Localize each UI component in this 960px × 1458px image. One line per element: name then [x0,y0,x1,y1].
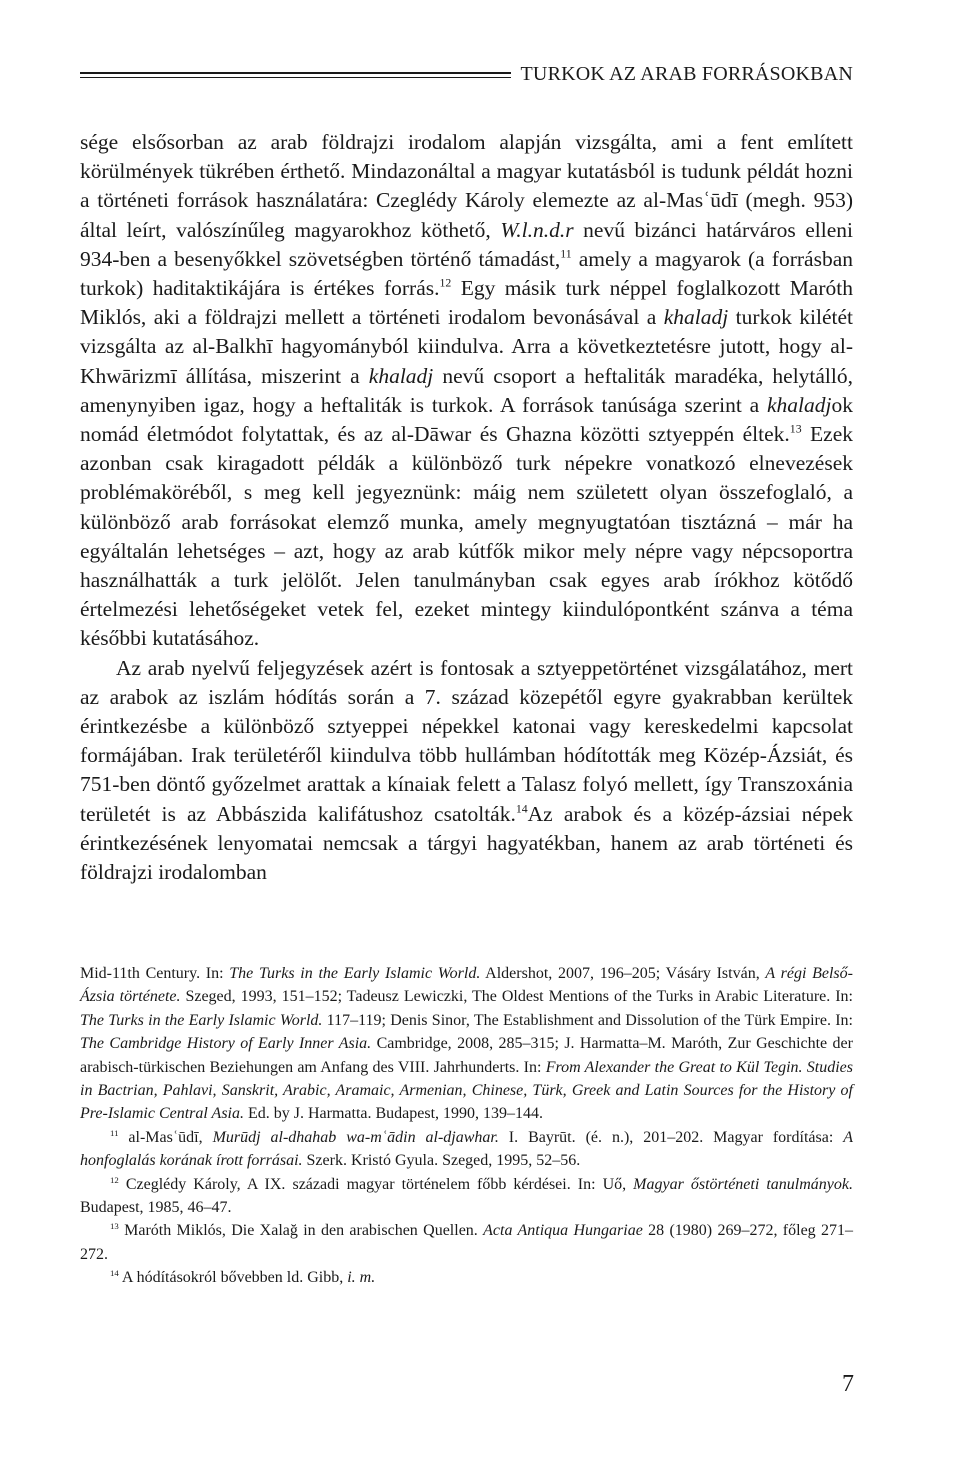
footnote-ref-11[interactable]: 11 [560,246,572,261]
page-number: 7 [842,1371,854,1397]
footnote-ref-14[interactable]: 14 [515,801,528,816]
footnote-number: 14 [110,1268,119,1279]
main-text [80,128,853,887]
footnote-ref-12[interactable]: 12 [439,275,452,290]
footnote-12: $^{12}$ Czeglédy Károly, A IX. századi magyar történelem főbb kérdései. In: Uő, Magyar őstörténeti tanulmányok. Budapest, 1985, 46–47. [80,1174,853,1217]
paragraph-1: sége elsősorban az arab földrajzi irodalom alapján vizsgálta, ami a fent említett körülmények tükrében érthető. Mindazonáltal a magyar kutatásból is tudunk példát hozni a történeti források használatára: Czeglédy Károly elemezte az al-Masʿūdī (megh. 953) által leírt, valószínűleg magyarokhoz köthető, W.l.n.d.r nevű bizánci határváros elleni 934-ben a besenyőkkel szövetségben történő támadást,$^{11}$ amely a magyarok (a forrásban turkok) haditaktikájára is értékes forrás.$^{12}$ Egy másik turk néppel foglalkozott Maróth Miklós, aki a földrajzi mellett a történeti irodalom bevonásával a khaladj turkok kilétét vizsgálta az al-Balkhī hagyományból kiindulva. Arra a következtetésre jutott, hogy al-Khwārizmī állítása, miszerint a khaladj nevű csoport a heftaliták maradéka, helytálló, amenynyiben igaz, hogy a heftaliták is turkok. A források tanúsága szerint a khaladjok nomád életmódot folytattak, és az al-Dāwar és Ghazna közötti sztyeppén éltek.$^{13}$ Ezek azonban csak kiragadott példák a különböző turk népekre vonatkozó elnevezések problémaköréből, s meg kell jegyeznünk: máig nem született olyan összefoglaló, a különböző arab forrásokat elemző munka, amely megnyugtatóan tisztázná – már ha egyáltalán lehetséges – azt, hogy az arab kútfők mikor mely népre vagy népcsoportra használhatták a turk jelölőt. Jelen tanulmányban csak egyes arab írókhoz kötődő értelmezési lehetőségeket vetek fel, ezeket mintegy kiindulópontként szánva a téma későbbi kutatásához. [80,130,853,651]
footnote-11: $^{11}$ al-Masʿūdī, Murūdj al-dhahab wa-mʿādin al-djawhar. I. Bayrūt. (é. n.), 201–202. Magyar fordítása: A honfoglalás korának írott forrásai. Szerk. Kristó Gyula. Szeged, 1995, 52–56. [80,1127,854,1170]
footnotes [80,962,853,1290]
footnote-number: 11 [110,1127,119,1138]
footnote-14: $^{14}$ A hódításokról bővebben ld. Gibb, i. m. [110,1268,376,1287]
footnote-number: 12 [110,1174,119,1185]
paragraph-2: Az arab nyelvű feljegyzések azért is fontosak a sztyeppetörténet vizsgálatához, mert az arabok az iszlám hódítás során a 7. század közepétől egyre gyakrabban kerültek érintkezésbe a különböző sztyeppei népekkel katonai vagy kereskedelmi kapcsolat formájában. Irak területéről kiindulva több hullámban hódították meg Közép-Ázsiát, és 751-ben döntő győzelmet arattak a kínaiak felett a Talasz folyó mellett, így Transzoxánia területét is az Abbászida kalifátushoz csatolták.$^{14}$Az arabok és a közép-ázsiai népek érintkezésének lenyomatai nemcsak a tárgyi hagyatékban, hanem az arab történeti és földrajzi irodalomban [80,655,854,885]
header-double-rule [80,72,511,80]
running-header-title: TURKOK AZ ARAB FORRÁSOKBAN [520,63,853,85]
footnote-13: $^{13}$ Maróth Miklós, Die Xalağ in den arabischen Quellen. Acta Antiqua Hungariae 28 (1980) 269–272, főleg 271–272. [80,1221,853,1263]
footnote-continued: Mid-11th Century. In: The Turks in the Early Islamic World. Aldershot, 2007, 196–205; Vásáry István, A régi Belső-Ázsia története. Szeged, 1993, 151–152; Tadeusz Lewiczki, The Oldest Mentions of the Turks in Arabic Literature. In: The Turks in the Early Islamic World. 117–119; Denis Sinor, The Establishment and Dissolution of the Türk Empire. In: The Cambridge History of Early Inner Asia. Cambridge, 2008, 285–315; J. Harmatta–M. Maróth, Zur Geschichte der arabisch-türkischen Beziehungen am Anfang des VIII. Jahrhunderts. In: From Alexander the Great to Kül Tegin. Studies in Bactrian, Pahlavi, Sanskrit, Arabic, Aramaic, Armenian, Chinese, Türk, Greek and Latin Sources for the History of Pre-Islamic Central Asia. Ed. by J. Harmatta. Budapest, 1990, 139–144. [80,965,854,1123]
running-header [80,64,853,84]
footnote-number: 13 [110,1221,119,1232]
footnote-ref-13[interactable]: 13 [789,421,802,436]
